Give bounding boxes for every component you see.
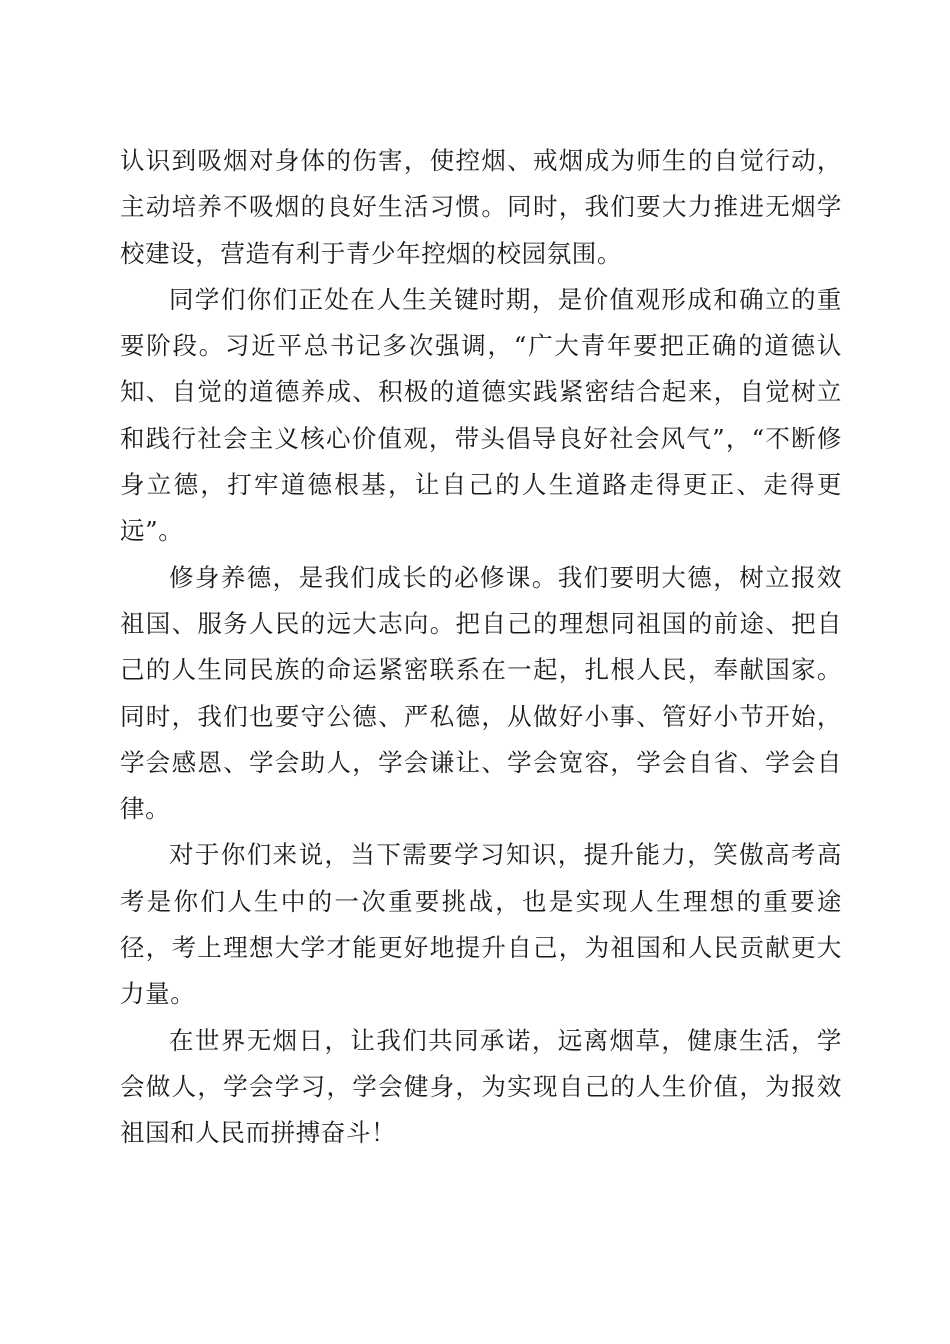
paragraph-continuation: 认识到吸烟对身体的伤害，使控烟、戒烟成为师生的自觉行动，主动培养不吸烟的良好生活习惯。同时，我们要大力推进无烟学校建设，营造有利于青少年控烟的校园氛围。 [120,146,842,268]
document-body [120,138,842,1157]
paragraph-pledge: 在世界无烟日，让我们共同承诺，远离烟草，健康生活，学会做人，学会学习，学会健身，为实现自己的人生价值，为报效祖国和人民而拼搏奋斗！ [120,1025,842,1148]
paragraph-exam: 对于你们来说，当下需要学习知识，提升能力，笑傲高考高考是你们人生中的一次重要挑战，也是实现人生理想的重要途径，考上理想大学才能更好地提升自己，为祖国和人民贡献更大力量。 [120,840,842,1009]
paragraph-youth-values: 同学们你们正处在人生关键时期，是价值观形成和确立的重要阶段。习近平总书记多次强调，“广大青年要把正确的道德认知、自觉的道德养成、积极的道德实践紧密结合起来，自觉树立和践行社会主义核心价值观，带头倡导良好社会风气”，“不断修身立德，打牢道德根基，让自己的人生道路走得更正、走得更远”。 [120,284,842,546]
paragraph-moral-cultivation: 修身养德，是我们成长的必修课。我们要明大德，树立报效祖国、服务人民的远大志向。把自己的理想同祖国的前途、把自己的人生同民族的命运紧密联系在一起，扎根人民，奉献国家。同时，我们也要守公德、严私德，从做好小事、管好小节开始，学会感恩、学会助人，学会谦让、学会宽容，学会自省、学会自律。 [120,562,842,824]
